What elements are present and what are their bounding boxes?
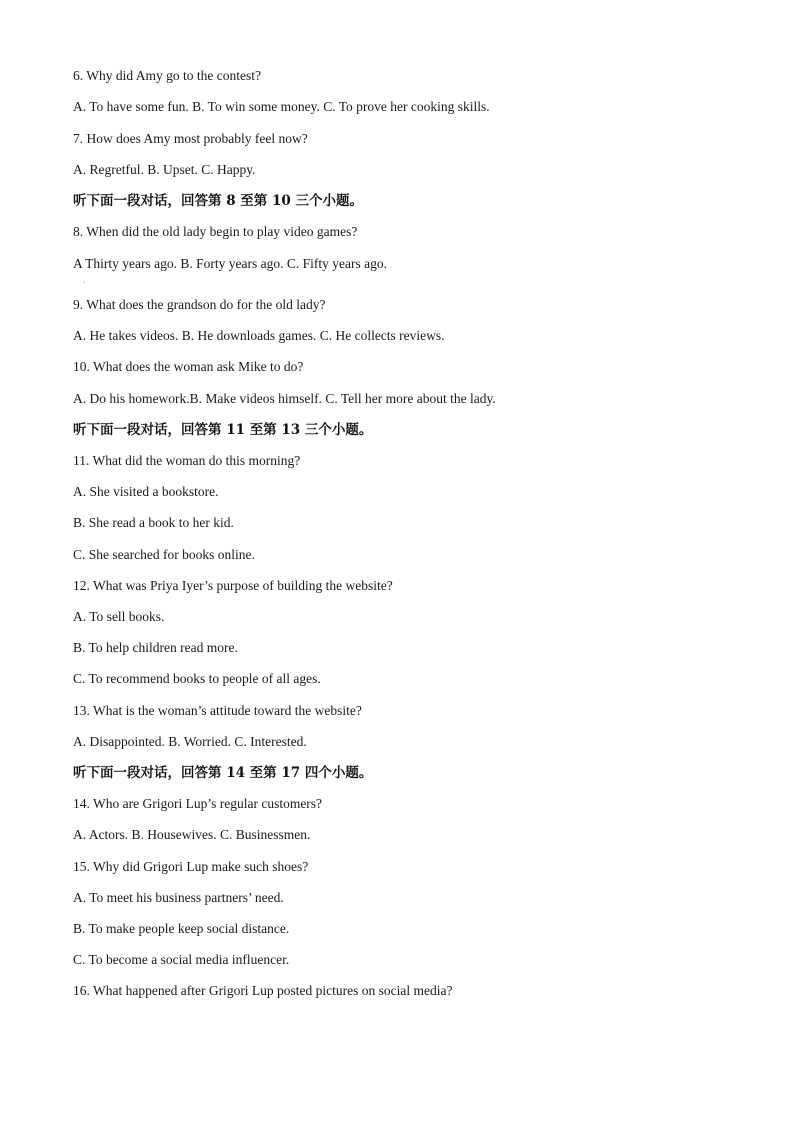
option-12-b: B. To help children read more. bbox=[73, 640, 238, 655]
question-8: 8. When did the old lady begin to play video games? bbox=[73, 224, 358, 239]
option-15-c: C. To become a social media influencer. bbox=[73, 952, 290, 967]
question-9: 9. What does the grandson do for the old lady? bbox=[73, 297, 326, 312]
options-10: A. Do his homework.B. Make videos himself. C. Tell her more about the lady. bbox=[73, 391, 496, 406]
question-6: 6. Why did Amy go to the contest? bbox=[73, 68, 261, 83]
question-16: 16. What happened after Grigori Lup posted pictures on social media? bbox=[73, 983, 453, 998]
option-12-c: C. To recommend books to people of all ages. bbox=[73, 671, 321, 686]
options-6: A. To have some fun. B. To win some money. C. To prove her cooking skills. bbox=[73, 99, 490, 114]
question-11: 11. What did the woman do this morning? bbox=[73, 453, 301, 468]
options-14: A. Actors. B. Housewives. C. Businessmen. bbox=[73, 827, 311, 842]
question-7: 7. How does Amy most probably feel now? bbox=[73, 131, 308, 146]
section-heading-11-13: 听下面一段对话，回答第 11 至第 13 三个小题。 bbox=[73, 422, 373, 438]
option-11-b: B. She read a book to her kid. bbox=[73, 515, 234, 530]
options-9: A. He takes videos. B. He downloads games. C. He collects reviews. bbox=[73, 328, 445, 343]
options-8: A Thirty years ago. B. Forty years ago. C. Fifty years ago. bbox=[73, 256, 387, 271]
section-heading-8-10: 听下面一段对话，回答第 8 至第 10 三个小题。 bbox=[73, 193, 363, 209]
option-15-a: A. To meet his business partners’ need. bbox=[73, 890, 284, 905]
options-7: A. Regretful. B. Upset. C. Happy. bbox=[73, 162, 256, 177]
options-13: A. Disappointed. B. Worried. C. Interested. bbox=[73, 734, 307, 749]
option-15-b: B. To make people keep social distance. bbox=[73, 921, 290, 936]
section-heading-14-17: 听下面一段对话，回答第 14 至第 17 四个小题。 bbox=[73, 765, 373, 781]
stray-mark: · bbox=[83, 278, 86, 287]
question-13: 13. What is the woman’s attitude toward the website? bbox=[73, 703, 362, 718]
option-12-a: A. To sell books. bbox=[73, 609, 165, 624]
option-11-a: A. She visited a bookstore. bbox=[73, 484, 219, 499]
question-10: 10. What does the woman ask Mike to do? bbox=[73, 359, 304, 374]
option-11-c: C. She searched for books online. bbox=[73, 547, 255, 562]
question-14: 14. Who are Grigori Lup’s regular customers? bbox=[73, 796, 323, 811]
question-15: 15. Why did Grigori Lup make such shoes? bbox=[73, 859, 309, 874]
question-12: 12. What was Priya Iyer’s purpose of building the website? bbox=[73, 578, 393, 593]
